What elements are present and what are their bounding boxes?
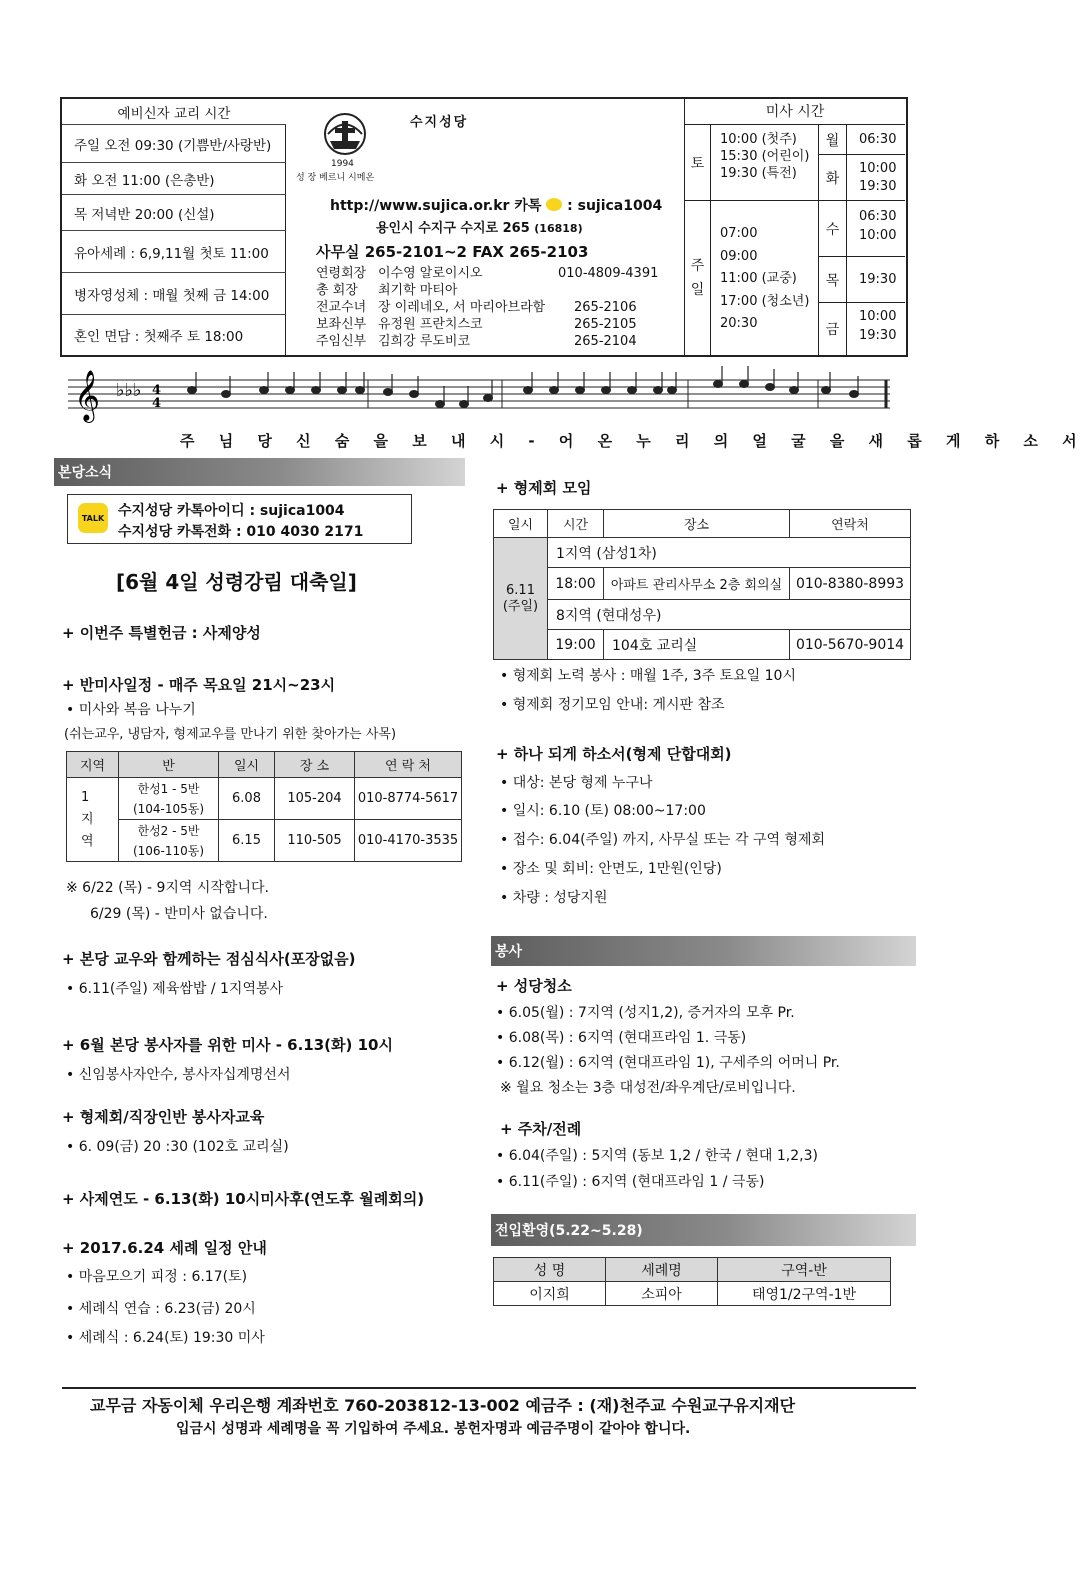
priest-year-heading: + 사제연도 - 6.13(화) 10시미사후(연도후 월례회의) (62, 1190, 425, 1208)
catechism-row: 목 저녁반 20:00 (신설) (62, 195, 286, 231)
table-row: 18:00 아파트 관리사무소 2층 회의실 010-8380-8993 (494, 568, 911, 600)
weekday-mass-times: 월 06:30 화 10:00 19:30 수 06:30 10:00 목 19:30 금 10:00 19:30 (819, 125, 905, 355)
education-line: • 6. 09(금) 20 :30 (102호 교리실) (66, 1139, 289, 1155)
footer-divider (62, 1387, 916, 1389)
marriage-row: 혼인 면담 : 첫째주 토 18:00 (74, 329, 244, 345)
ban-mass-table: 지역 반 일시 장 소 연 락 처 1 지 역 한성1 - 5반 (104-105동) 6.08 105-204 010-8774-5617 한성2 - 5반 (106-110동) 6.15 110-505 010-4170-3535 (66, 751, 462, 862)
ban-mass-note: (쉬는교우, 냉담자, 형제교우를 만나기 위한 찾아가는 사목) (64, 727, 397, 742)
address: 용인시 수지구 수지로 265 (376, 221, 530, 236)
lunch-line: • 6.11(주일) 제육쌈밥 / 1지역봉사 (66, 981, 284, 997)
svg-text:♭♭♭: ♭♭♭ (116, 380, 142, 401)
ban-mass-heading: + 반미사일정 - 매주 목요일 21시~23시 (62, 676, 336, 694)
kakao-talk-icon: TALK (78, 503, 108, 533)
note-head (668, 387, 677, 394)
baptism-heading: + 2017.6.24 세례 일정 안내 (62, 1239, 267, 1257)
volunteer-mass-line: • 신임봉사자안수, 봉사자십계명선서 (66, 1067, 291, 1083)
special-offering-heading: + 이번주 특별헌금 : 사제양성 (62, 624, 261, 642)
note-head (312, 387, 321, 394)
logo-name: 성 장 베르니 시메온 (296, 173, 375, 183)
note-head (790, 387, 799, 394)
catechism-schedule-panel (62, 99, 286, 355)
feast-title: [6월 4일 성령강림 대축일] (116, 570, 357, 594)
footer-bank-line: 교무금 자동이체 우리은행 계좌번호 760-203812-13-002 예금주 : (재)천주교 수원교구유지재단 (90, 1396, 796, 1415)
section-bar-welcome: 전입환영(5.22~5.28) (491, 1214, 916, 1246)
parish-title: 수지성당 (410, 115, 469, 130)
office-phone: 사무실 265-2101~2 FAX 265-2103 (316, 243, 589, 261)
welcome-table: 성 명 세례명 구역-반 이지희 소피아 태영1/2구역-1반 (493, 1257, 891, 1306)
treble-clef-icon: 𝄞 (74, 370, 101, 421)
parking-heading: + 주차/전례 (500, 1120, 582, 1138)
parking-line: • 6.11(주일) : 6지역 (현대프라임 1 / 극동) (496, 1174, 765, 1190)
catechism-row: 화 오전 11:00 (은총반) (62, 163, 286, 195)
brothers-note: • 형제회 정기모임 안내: 게시판 참조 (500, 697, 725, 713)
note-head (740, 381, 749, 388)
note-head (356, 387, 365, 394)
note-head (222, 391, 231, 398)
unity-line: • 장소 및 회비: 안면도, 1만원(인당) (500, 861, 722, 877)
note-head (188, 387, 197, 394)
note-head (822, 387, 831, 394)
brothers-note: • 형제회 노력 봉사 : 매월 1주, 3주 토요일 10시 (500, 668, 796, 684)
note-head (602, 387, 611, 394)
postcode: (16818) (534, 222, 583, 235)
svg-text:4: 4 (152, 383, 162, 398)
cleaning-line: • 6.08(목) : 6지역 (현대프라임 1. 극동) (496, 1030, 747, 1046)
logo-year: 1994 (331, 159, 354, 169)
kakao-id: : sujica1004 (567, 198, 663, 214)
section-bar-parish-news: 본당소식 (54, 458, 465, 486)
note-head (384, 389, 393, 396)
table-row: 19:00 104호 교리실 010-5670-9014 (494, 630, 911, 660)
note-head (654, 387, 663, 394)
note-head (436, 401, 445, 408)
kakao-contact-box (67, 494, 412, 544)
table-row: 1 지 역 한성1 - 5반 (104-105동) 6.08 105-204 010-8774-5617 (67, 778, 462, 820)
staff-row: 총 회장 최기학 마티아 (316, 283, 458, 298)
svg-text:4: 4 (152, 396, 162, 411)
unity-heading: + 하나 되게 하소서(형제 단합대회) (496, 745, 732, 763)
kakao-label: 카톡 (514, 198, 542, 214)
unity-line: • 접수: 6.04(주일) 까지, 사무실 또는 각 구역 형제회 (500, 832, 826, 848)
note-head (550, 387, 559, 394)
parish-logo-icon (320, 109, 370, 159)
mass-times-title: 미사 시간 (685, 99, 905, 125)
ban-mass-notice: ※ 6/22 (목) - 9지역 시작합니다. (66, 880, 269, 896)
sunday-label: 주일 (685, 201, 711, 355)
note-head (576, 387, 585, 394)
baptism-line: • 세례식 연습 : 6.23(금) 20시 (66, 1301, 256, 1317)
lunch-heading: + 본당 교우와 함께하는 점심식사(포장없음) (62, 950, 356, 968)
catechism-title: 예비신자 교리 시간 (62, 99, 286, 125)
kakao-icon (546, 198, 562, 211)
cleaning-heading: + 성당청소 (496, 977, 572, 995)
kakao-id-line: 수지성당 카톡아이디 : sujica1004 (118, 503, 345, 519)
kakao-phone-line: 수지성당 카톡전화 : 010 4030 2171 (118, 524, 364, 540)
bulletin-header (60, 97, 908, 357)
footer-instruction-line: 입금시 성명과 세례명을 꼭 기입하여 주세요. 봉헌자명과 예금주명이 같아야 합니다. (176, 1421, 691, 1437)
note-head (628, 387, 637, 394)
note-head (850, 391, 859, 398)
note-head (260, 387, 269, 394)
saturday-times: 10:00 (첫주) 15:30 (어린이) 19:30 (특전) (711, 125, 819, 201)
sick-communion-row: 병자영성체 : 매월 첫째 금 14:00 (62, 273, 286, 315)
staff-row: 보좌신부 유정원 프란치스코 265-2105 (316, 317, 637, 332)
hymn-lyrics: 주 님 당 신 숨 을 보 내 시 - 어 온 누 리 의 얼 굴 을 새 롭 게 하 소 서 (180, 432, 1086, 450)
unity-line: • 일시: 6.10 (토) 08:00~17:00 (500, 803, 706, 819)
cleaning-line: • 6.05(월) : 7지역 (성지1,2), 증거자의 모후 Pr. (496, 1005, 795, 1021)
note-head (410, 391, 419, 398)
mass-times-panel (684, 99, 906, 355)
website-link[interactable]: http://www.sujica.or.kr (330, 198, 510, 214)
volunteer-mass-heading: + 6월 본당 봉사자를 위한 미사 - 6.13(화) 10시 (62, 1036, 393, 1054)
note-head (714, 381, 723, 388)
saturday-label: 토 (685, 125, 711, 201)
infant-baptism-row: 유아세례 : 6,9,11월 첫토 11:00 (62, 231, 286, 273)
unity-line: • 차량 : 성당지원 (500, 890, 608, 906)
staff-row: 주임신부 김희강 루도비코 265-2104 (316, 334, 637, 349)
unity-line: • 대상: 본당 형제 누구나 (500, 775, 653, 791)
ban-mass-notice: 6/29 (목) - 반미사 없습니다. (90, 906, 268, 922)
cleaning-line: • 6.12(월) : 6지역 (현대프라임 1), 구세주의 어머니 Pr. (496, 1055, 840, 1071)
note-head (460, 401, 469, 408)
education-heading: + 형제회/직장인반 봉사자교육 (62, 1108, 265, 1126)
catechism-row: 주일 오전 09:30 (기쁨반/사랑반) (62, 125, 286, 163)
note-head (338, 387, 347, 394)
parish-info-panel (286, 99, 684, 355)
staff-row: 연령회장 이수영 알로이시오 010-4809-4391 (316, 266, 659, 281)
sunday-times: 07:00 09:00 11:00 (교중) 17:00 (청소년) 20:30 (711, 201, 819, 355)
baptism-line: • 마음모으기 피정 : 6.17(토) (66, 1269, 248, 1285)
table-row: 이지희 소피아 태영1/2구역-1반 (494, 1282, 891, 1306)
note-head (524, 387, 533, 394)
section-bar-service: 봉사 (491, 936, 916, 966)
note-head (484, 395, 493, 402)
note-head (286, 387, 295, 394)
baptism-line: • 세례식 : 6.24(토) 19:30 미사 (66, 1330, 265, 1346)
cleaning-note: ※ 월요 청소는 3층 대성전/좌우계단/로비입니다. (500, 1080, 796, 1096)
music-staff (68, 362, 894, 428)
ban-mass-line: • 미사와 복음 나누기 (66, 702, 196, 718)
staff-row: 전교수녀 장 이레네오, 서 마리아브라함 265-2106 (316, 300, 637, 315)
brothers-table: 일시 시간 장소 연락처 6.11 (주일) 1지역 (삼성1차) 18:00 아파트 관리사무소 2층 회의실 010-8380-8993 8지역 (현대성우) 19:00 104호 교리실 010-5670-9014 (493, 509, 911, 660)
note-head (766, 384, 775, 391)
brothers-heading: + 형제회 모임 (496, 479, 592, 497)
parking-line: • 6.04(주일) : 5지역 (동보 1,2 / 한국 / 현대 1,2,3) (496, 1148, 818, 1164)
table-row: 한성2 - 5반 (106-110동) 6.15 110-505 010-4170-3535 (67, 820, 462, 862)
